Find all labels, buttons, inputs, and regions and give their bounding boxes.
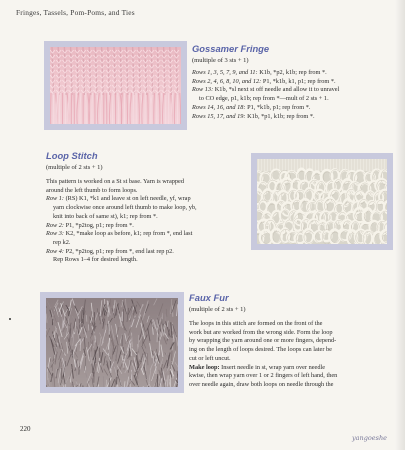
loop-line-text: (RS) K1, *k1 and leave st on left needle, yf, wrap	[64, 195, 191, 203]
gossamer-fringe-title: Gossamer Fringe	[192, 43, 270, 54]
faux-fur-multiple: (multiple of 2 sts + 1)	[189, 306, 246, 313]
loop-line-lead: Row 1:	[46, 195, 65, 203]
gossamer-line-text: P1, *k1b, p1; rep from *.	[245, 103, 311, 111]
loop-line	[46, 230, 192, 239]
loop-line	[53, 256, 138, 265]
loop-line	[46, 178, 184, 187]
faux-line	[189, 364, 325, 373]
gossamer-line	[192, 78, 336, 87]
gossamer-fringe-photo	[44, 41, 187, 130]
gossamer-line-text: to CO edge, p1, k1b; rep from *—mult of 2 sts + 1.	[199, 95, 329, 103]
faux-line-text: kwise, then wrap yarn over 1 or 2 fingers of left hand, then	[189, 372, 338, 380]
gossamer-line-lead: Rows 2, 4, 6, 8, 10, and 12:	[192, 77, 262, 85]
gossamer-line	[199, 95, 329, 104]
faux-line	[189, 372, 337, 381]
gossamer-line-text: K1b, *p2, k1b; rep from *.	[257, 69, 327, 76]
scanner-signature: yangoeshe	[351, 434, 387, 442]
page-speck	[9, 318, 11, 320]
loop-line	[46, 195, 191, 204]
faux-line-text: over needle again, draw both loops on needle through the	[189, 380, 334, 388]
faux-fur-title: Faux Fur	[189, 292, 229, 303]
loop-line	[53, 204, 197, 213]
faux-line-lead: Make loop:	[189, 363, 220, 371]
loop-line-text: around the left thumb to form loops.	[46, 186, 138, 194]
page-edge-shadow	[395, 0, 405, 450]
loop-stitch-photo	[251, 153, 393, 250]
faux-line-text: cut or left uncut.	[189, 354, 231, 362]
loop-line-lead: Row 4:	[46, 247, 65, 255]
loop-line	[46, 187, 137, 196]
gossamer-line	[192, 113, 315, 122]
faux-line	[189, 329, 333, 338]
faux-line	[189, 320, 322, 329]
loop-line-text: yarn clockwise once around left thumb to make loop, yb,	[53, 204, 197, 212]
gossamer-line-text: K1b, *p1, k1b; rep from *.	[245, 112, 315, 120]
faux-line-text: work but are worked from the wrong side. Form the loop	[189, 328, 333, 336]
faux-fur-photo	[40, 292, 184, 393]
gossamer-line-text: P1, *k1b, k1, p1; rep from *.	[261, 77, 336, 85]
faux-line	[189, 346, 332, 355]
faux-line	[189, 381, 333, 390]
loop-line-text: Rep Rows 1–4 for desired length.	[53, 256, 138, 264]
gossamer-line	[192, 86, 339, 95]
loop-line	[53, 213, 158, 222]
loop-line-text: P2, *p2tog, p1; rep from *, end last rep p2.	[64, 247, 174, 255]
gossamer-line-lead: Row 13:	[192, 86, 214, 94]
loop-line-text: K2, *make loop as before, k1; rep from *, end last	[64, 230, 193, 238]
loop-line-text: knit into back of same st), k1; rep from *.	[53, 212, 158, 220]
loop-line	[46, 248, 174, 257]
loop-line	[46, 222, 134, 231]
gossamer-line	[192, 104, 310, 113]
gossamer-line	[192, 69, 327, 78]
gossamer-line-text: K1b, *sl next st off needle and allow it to unravel	[213, 86, 340, 94]
loop-line-lead: Row 3:	[46, 230, 65, 238]
faux-line-text: ing on the length of loops desired. The loops can later be	[189, 346, 332, 354]
gossamer-line-lead: Rows 15, 17, and 19:	[192, 112, 246, 120]
loop-line-text: This pattern is worked on a St st base. Yarn is wrapped	[46, 178, 184, 185]
gossamer-line-lead: Rows 1, 3, 5, 7, 9, and 11:	[192, 69, 258, 76]
faux-line	[189, 337, 336, 346]
faux-line	[189, 355, 231, 364]
running-head: Fringes, Tassels, Pom-Poms, and Ties	[16, 8, 135, 17]
loop-stitch-multiple: (multiple of 2 sts + 1)	[46, 164, 103, 171]
gossamer-fringe-multiple: (multiple of 3 sts + 1)	[192, 57, 249, 64]
faux-line-text: by wrapping the yarn around one or more fingers, depend-	[189, 337, 337, 345]
loop-stitch-title: Loop Stitch	[46, 150, 98, 161]
faux-line-text: Insert needle in st, wrap yarn over needle	[219, 363, 326, 371]
loop-line-text: rep k2.	[53, 238, 71, 246]
page-number: 220	[20, 425, 31, 433]
loop-line	[53, 239, 71, 248]
loop-line-text: P1, *p2tog, p1; rep from *.	[64, 221, 134, 229]
loop-line-lead: Row 2:	[46, 221, 65, 229]
faux-line-text: The loops in this stitch are formed on the front of the	[189, 320, 323, 327]
gossamer-line-lead: Rows 14, 16, and 18:	[192, 103, 246, 111]
